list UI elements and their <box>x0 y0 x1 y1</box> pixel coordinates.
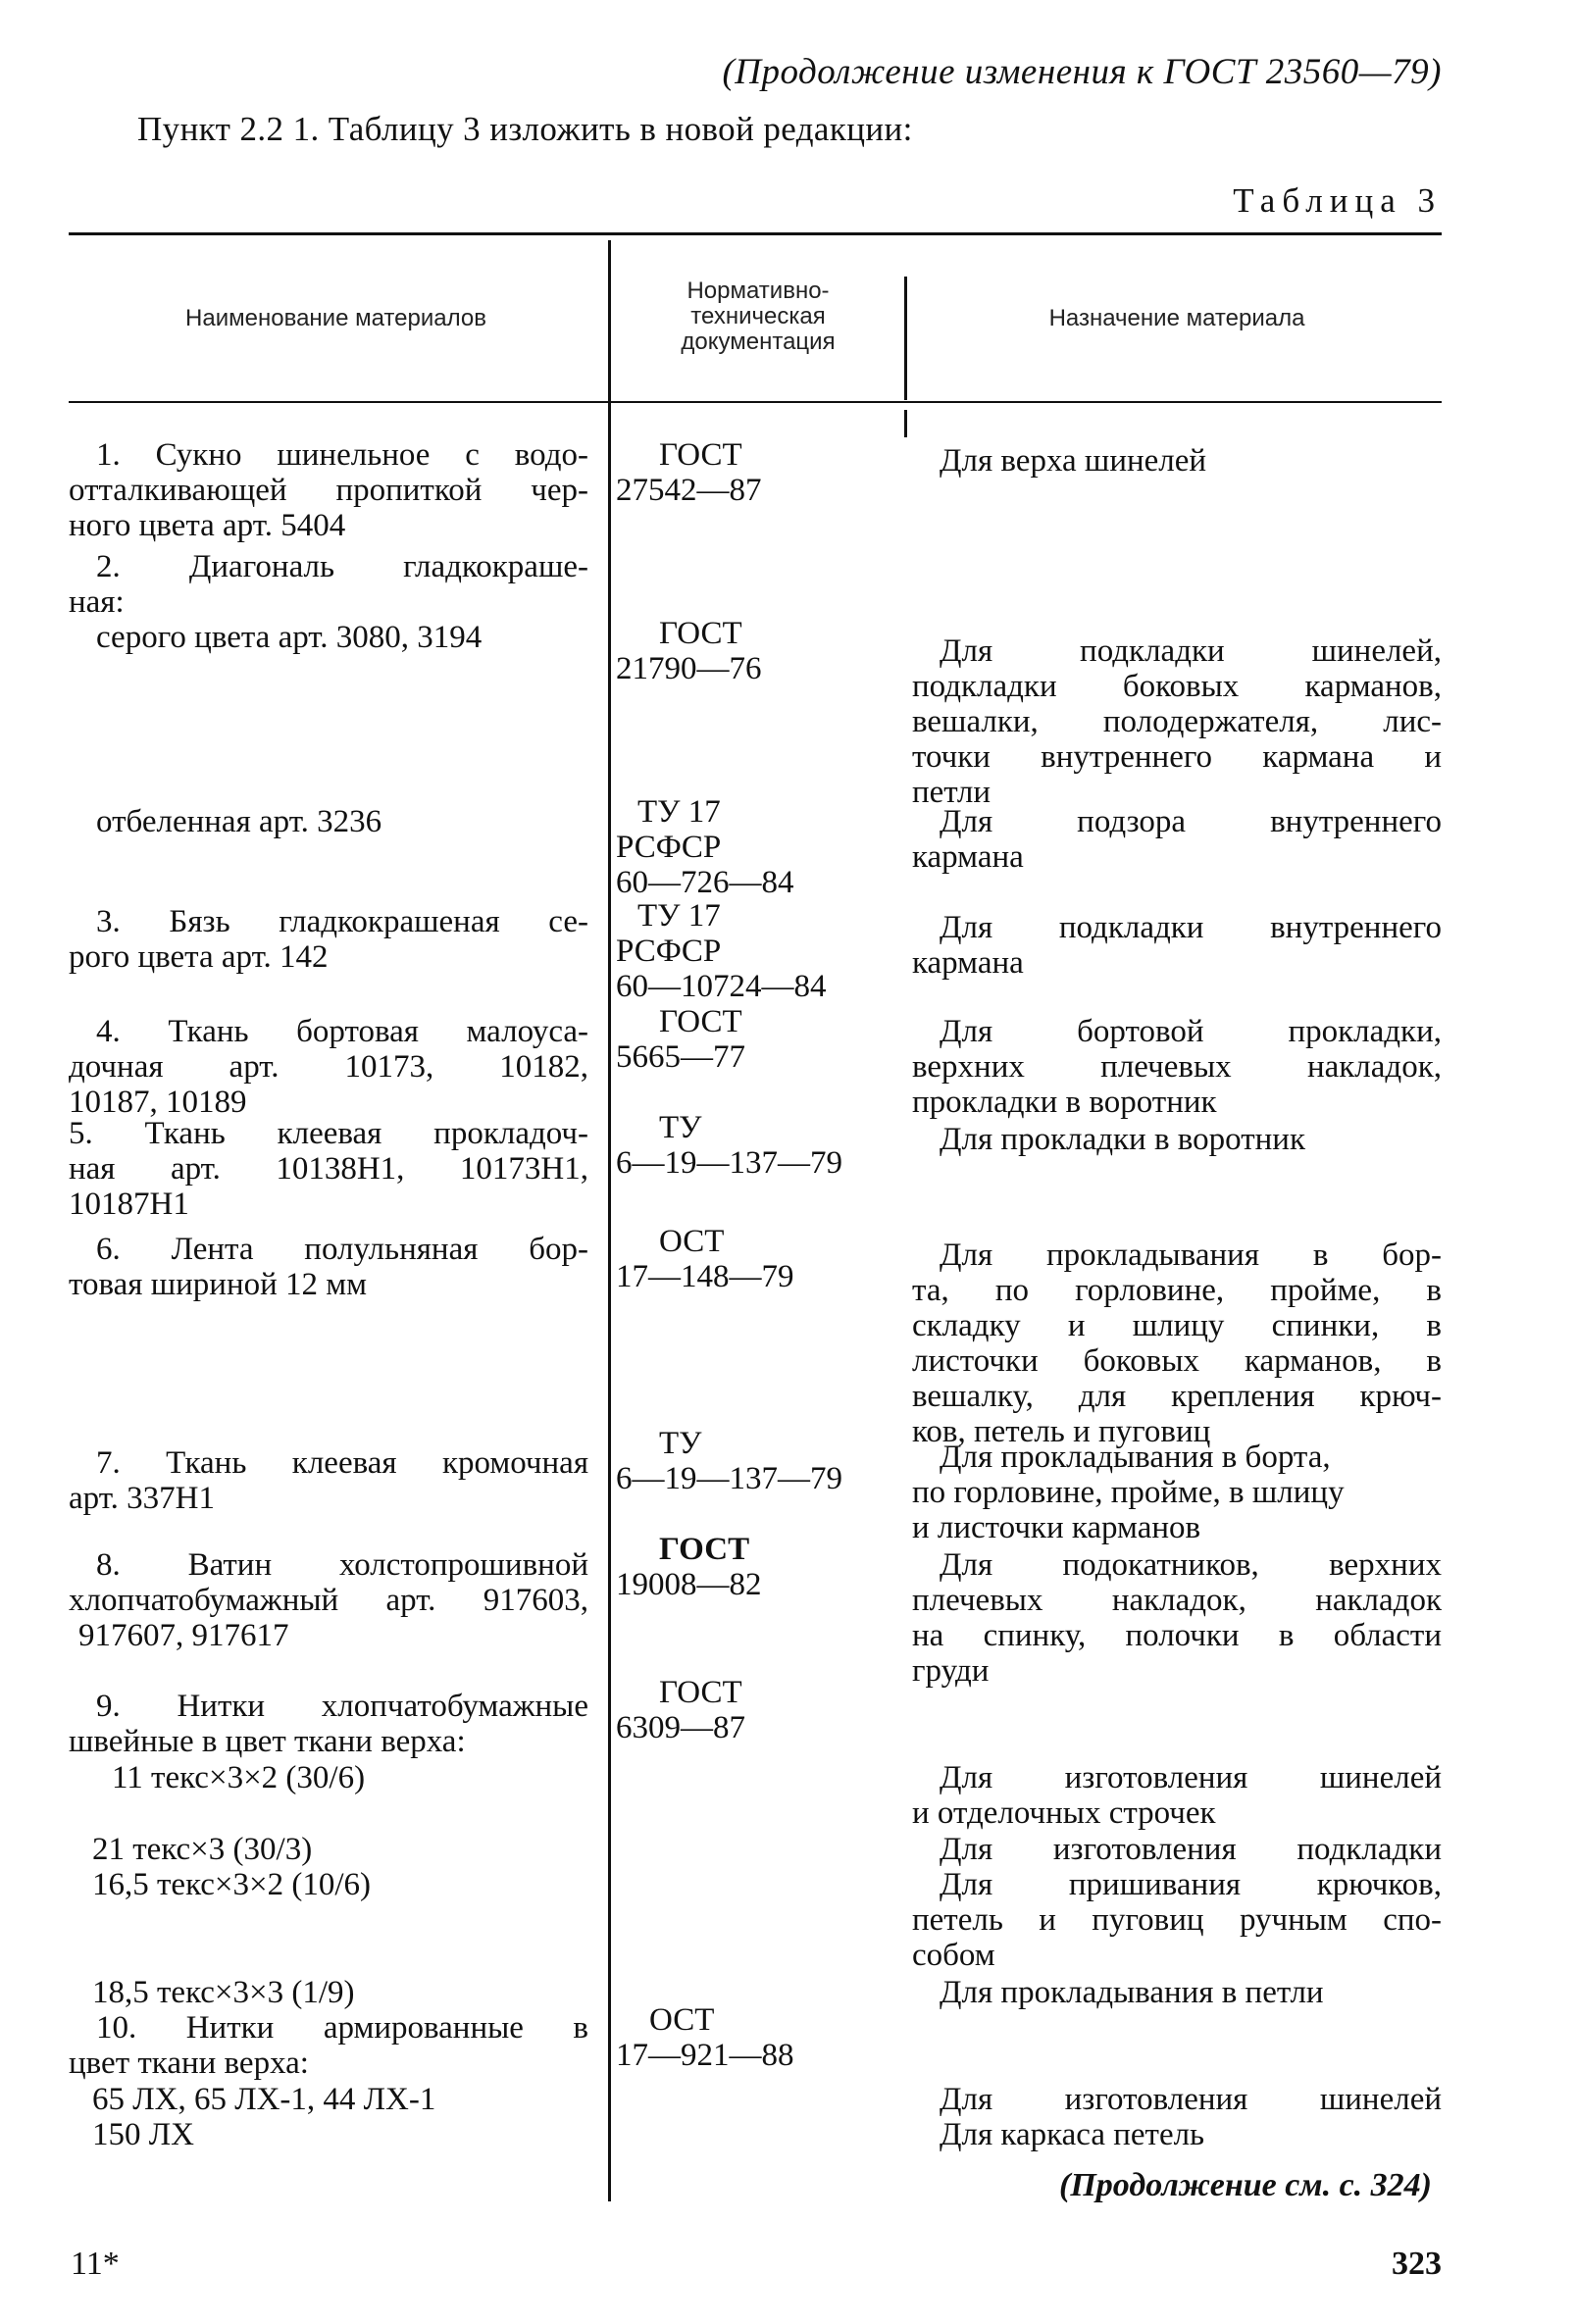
col-header-name: Наименование материалов <box>185 305 486 331</box>
material-name: 18,5 текс×3×3 (1/9) <box>92 1975 355 2010</box>
material-purpose: Для изготовления шинелей и отделочных строчек <box>912 1760 1442 1831</box>
material-name: 16,5 текс×3×2 (10/6) <box>92 1867 372 1902</box>
material-name: 65 ЛХ, 65 ЛХ-1, 44 ЛХ-1 <box>92 2082 436 2117</box>
normative-doc: ОСТ 17—148—79 <box>616 1224 794 1294</box>
normative-doc: ГОСТ 5665—77 <box>616 1004 745 1075</box>
material-name: 1. Сукно шинельное с водо- отталкивающей пропиткой чер- ного цвета арт. 5404 <box>69 437 588 543</box>
material-name: 4. Ткань бортовая малоуса- дочная арт. 10173, 10182, 10187, 10189 <box>69 1014 588 1120</box>
normative-doc: ТУ 17 РСФСР 60—10724—84 <box>616 898 827 1004</box>
material-purpose: Для прокладывания в петли <box>940 1975 1324 2010</box>
table-top-rule <box>69 232 1442 235</box>
material-name: 150 ЛХ <box>92 2117 194 2152</box>
normative-doc: ГОСТ 27542—87 <box>616 437 762 508</box>
material-name: 9. Нитки хлопчатобумажные швейные в цвет ткани верха: <box>69 1689 588 1759</box>
material-purpose: Для прокладывания в борта, по горловине, пройме, в шлицу и листочки карманов <box>912 1440 1345 1545</box>
material-purpose: Для подокатников, верхних плечевых накладок, накладок на спинку, полочки в области груди <box>912 1547 1442 1689</box>
normative-doc: ГОСТ 19008—82 <box>616 1532 762 1602</box>
normative-doc: ТУ 17 РСФСР 60—726—84 <box>616 794 794 900</box>
material-purpose: Для прокладки в воротник <box>940 1122 1305 1157</box>
material-name: 3. Бязь гладкокрашеная се- рого цвета арт. 142 <box>69 904 588 975</box>
material-purpose: Для прокладывания в бор- та, по горловине, пройме, в складку и шлицу спинки, в листочки боковых карманов, в вешалку, для крепления крюч- ков, петель и пуговиц <box>912 1238 1442 1449</box>
continuation-footer: (Продолжение см. с. 324) <box>1059 2167 1432 2203</box>
material-name: 2. Диагональ гладкокраше- ная: <box>69 549 588 620</box>
material-name: 8. Ватин холстопрошивной хлопчатобумажный арт. 917603, 917607, 917617 <box>69 1547 588 1653</box>
material-purpose: Для изготовления подкладки <box>940 1832 1442 1867</box>
material-name: 11 текс×3×2 (30/6) <box>112 1760 366 1795</box>
material-name: отбеленная арт. 3236 <box>96 804 382 839</box>
material-purpose: Для пришивания крючков, петель и пуговиц ручным спо- собом <box>912 1867 1442 1973</box>
material-purpose: Для бортовой прокладки, верхних плечевых накладок, прокладки в воротник <box>912 1014 1442 1120</box>
normative-doc: ТУ 6—19—137—79 <box>616 1110 842 1181</box>
material-name: 6. Лента полульняная бор- товая шириной 12 мм <box>69 1232 588 1302</box>
material-purpose: Для изготовления шинелей <box>940 2082 1442 2117</box>
material-purpose: Для верха шинелей <box>940 443 1207 479</box>
column-divider-2-header <box>904 277 907 400</box>
page-number: 323 <box>1392 2246 1442 2282</box>
column-divider-1 <box>608 240 611 2201</box>
normative-doc: ГОСТ 6309—87 <box>616 1675 745 1745</box>
col-header-purpose: Назначение материала <box>1048 305 1305 331</box>
material-purpose: Для подкладки шинелей, подкладки боковых карманов, вешалки, полодержателя, лис- точки внутреннего кармана и петли <box>912 633 1442 810</box>
material-purpose: Для подзора внутреннего кармана <box>912 804 1442 875</box>
normative-doc: ГОСТ 21790—76 <box>616 616 762 686</box>
normative-doc: ТУ 6—19—137—79 <box>616 1426 842 1496</box>
normative-doc: ОСТ 17—921—88 <box>616 2002 794 2073</box>
table-label: Таблица 3 <box>1233 181 1442 220</box>
continuation-header: (Продолжение изменения к ГОСТ 23560—79) <box>722 52 1442 92</box>
material-purpose: Для каркаса петель <box>940 2117 1205 2152</box>
material-name: 21 текс×3 (30/3) <box>92 1832 313 1867</box>
material-name: серого цвета арт. 3080, 3194 <box>96 620 483 655</box>
table-header-rule <box>69 401 1442 403</box>
material-name: 10. Нитки армированные в цвет ткани верха: <box>69 2010 588 2081</box>
material-purpose: Для подкладки внутреннего кармана <box>912 910 1442 981</box>
col-header-doc: Нормативно- техническая документация <box>681 278 836 355</box>
intro-paragraph: Пункт 2.2 1. Таблицу 3 изложить в новой редакции: <box>137 110 913 148</box>
material-name: 7. Ткань клеевая кромочная арт. 337Н1 <box>69 1445 588 1516</box>
material-name: 5. Ткань клеевая прокладоч- ная арт. 10138Н1, 10173Н1, 10187Н1 <box>69 1116 588 1222</box>
signature-mark: 11* <box>71 2246 120 2282</box>
column-divider-2-stub <box>904 410 907 437</box>
